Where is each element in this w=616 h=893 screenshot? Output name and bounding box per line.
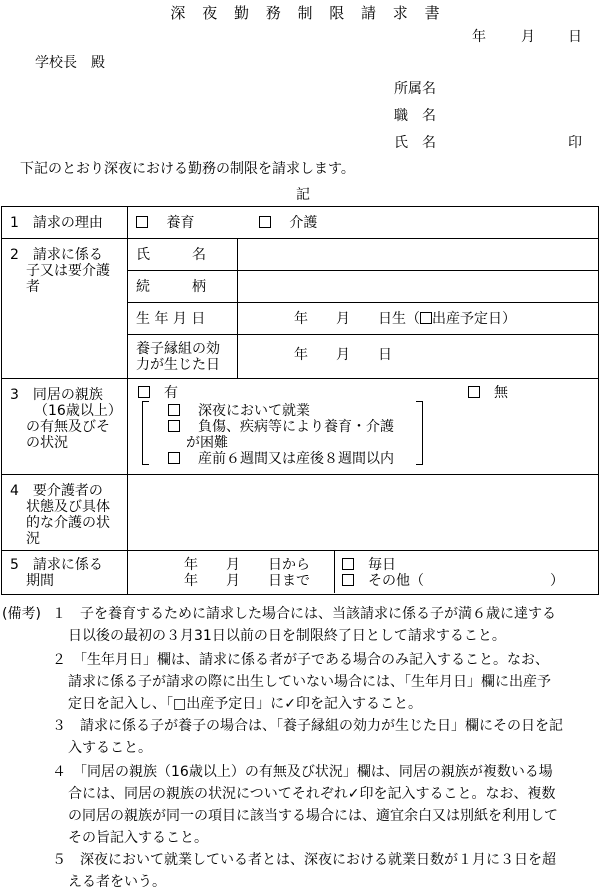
ki-label: 記 bbox=[296, 187, 310, 203]
maternity-label: 産前６週間又は産後８週間以内 bbox=[198, 451, 394, 467]
cohabit-yes-label: 有 bbox=[164, 385, 178, 401]
adopt-label-cell bbox=[128, 335, 238, 379]
note-5b: える者をいう。 bbox=[68, 874, 166, 890]
care-label-1: 4 要介護者の bbox=[10, 483, 103, 499]
position-label: 職 名 bbox=[394, 108, 436, 124]
cohabit-label-3: の有無及びそ bbox=[26, 419, 110, 435]
period-label-2: 期間 bbox=[26, 573, 54, 589]
care-field[interactable] bbox=[128, 475, 599, 551]
relation-label: 続 柄 bbox=[136, 279, 206, 295]
date-year: 年 bbox=[472, 29, 486, 45]
note-3b: 入すること。 bbox=[68, 740, 152, 756]
every-day-label: 毎日 bbox=[368, 557, 396, 573]
period-divider bbox=[334, 551, 335, 593]
note-2b: 請求に係る子が請求の際に出生していない場合には、「生年月日」欄に出産予 bbox=[68, 674, 551, 690]
document-title: 深 夜 勤 務 制 限 請 求 書 bbox=[170, 4, 446, 22]
cohabit-yes-checkbox[interactable] bbox=[138, 386, 150, 398]
reason-childcare-label: 養育 bbox=[166, 215, 195, 231]
every-day-checkbox[interactable] bbox=[342, 558, 354, 570]
note-1a: １ 子を養育するために請求した場合には、当該請求に係る子が満６歳に達する bbox=[52, 606, 556, 622]
illness-label-2: が困難 bbox=[186, 435, 228, 451]
cohabit-no-label: 無 bbox=[494, 385, 508, 401]
period-field-cell bbox=[128, 551, 599, 595]
care-label-4: 況 bbox=[26, 531, 40, 547]
illness-label: 負傷、疾病等により養育・介護 bbox=[198, 419, 394, 435]
note-4a: ４ 「同居の親族（16歳以上）の有無及び状況」欄は、同居の親族が複数いる場 bbox=[52, 764, 553, 780]
note-4c: の同居の親族が同一の項目に該当する場合には、適宜余白又は別紙を利用して bbox=[68, 808, 558, 824]
child-name-field[interactable] bbox=[238, 239, 599, 271]
cohabit-options-cell bbox=[128, 379, 599, 475]
cohabit-no-checkbox[interactable] bbox=[468, 386, 480, 398]
note-4d: その旨記入すること。 bbox=[68, 830, 208, 846]
child-label-3: 者 bbox=[26, 279, 40, 295]
reason-nursing-checkbox[interactable] bbox=[259, 216, 271, 228]
seal-mark: 印 bbox=[568, 135, 582, 151]
note-3a: ３ 請求に係る子が養子の場合は、「養子縁組の効力が生じた日」欄にその日を記 bbox=[52, 718, 563, 734]
addressee: 学校長 殿 bbox=[35, 55, 105, 71]
night-work-label: 深夜において就業 bbox=[198, 403, 310, 419]
reason-childcare-checkbox[interactable] bbox=[136, 216, 148, 228]
date-month: 月 bbox=[521, 29, 535, 45]
request-form-table bbox=[1, 206, 599, 595]
reason-label-cell bbox=[2, 207, 128, 239]
other-label: その他（ ） bbox=[368, 573, 564, 589]
child-name-label: 氏 名 bbox=[136, 247, 206, 263]
other-checkbox[interactable] bbox=[342, 574, 354, 586]
intro-text: 下記のとおり深夜における勤務の制限を請求します。 bbox=[20, 161, 355, 177]
child-label-2: 子又は要介護 bbox=[26, 263, 110, 279]
relation-label-cell bbox=[128, 271, 238, 303]
note-1b: 日以後の最初の３月31日以前の日を制限終了日として請求すること。 bbox=[68, 628, 506, 644]
note-5a: ５ 深夜において就業している者とは、深夜における就業日数が１月に３日を超 bbox=[52, 852, 556, 868]
note-2a: ２ 「生年月日」欄は、請求に係る者が子である場合のみ記入すること。なお、 bbox=[52, 652, 549, 668]
illness-checkbox[interactable] bbox=[168, 420, 180, 432]
notes-prefix: (備考) bbox=[2, 606, 41, 622]
period-to: 年 月 日まで bbox=[184, 573, 310, 589]
adopt-field[interactable] bbox=[238, 335, 599, 379]
care-label-cell bbox=[2, 475, 128, 551]
relation-field[interactable] bbox=[238, 271, 599, 303]
period-from: 年 月 日から bbox=[184, 557, 310, 573]
adopt-label-1: 養子縁組の効 bbox=[136, 341, 220, 357]
maternity-checkbox[interactable] bbox=[168, 452, 180, 464]
period-label-1: 5 請求に係る bbox=[10, 557, 103, 573]
right-bracket bbox=[416, 401, 423, 465]
reason-options-cell bbox=[128, 207, 599, 239]
adopt-label-2: 力が生じた日 bbox=[136, 357, 220, 373]
birth-value-end: 出産予定日） bbox=[432, 311, 516, 327]
night-work-checkbox[interactable] bbox=[168, 404, 180, 416]
child-label-cell bbox=[2, 239, 128, 379]
note-4b: 合には、同居の親族の状況についてそれぞれ✓印を記入すること。なお、複数 bbox=[68, 786, 556, 802]
adopt-value: 年 月 日 bbox=[294, 347, 392, 363]
birth-label: 生 年 月 日 bbox=[136, 311, 206, 327]
reason-nursing-label: 介護 bbox=[289, 215, 318, 231]
birth-value: 年 月 日生（ bbox=[294, 311, 420, 327]
period-label-cell bbox=[2, 551, 128, 595]
child-label-1: 2 請求に係る bbox=[10, 247, 103, 263]
child-name-label-cell bbox=[128, 239, 238, 271]
birth-label-cell bbox=[128, 303, 238, 335]
date-day: 日 bbox=[568, 29, 582, 45]
cohabit-label-4: の状況 bbox=[26, 435, 68, 451]
reason-label: 1 請求の理由 bbox=[10, 215, 103, 231]
name-label: 氏 名 bbox=[394, 135, 436, 151]
left-bracket bbox=[142, 401, 149, 465]
cohabit-label-1: 3 同居の親族 bbox=[10, 387, 103, 403]
cohabit-label-cell bbox=[2, 379, 128, 475]
birth-field[interactable] bbox=[238, 303, 599, 335]
due-date-checkbox[interactable] bbox=[420, 312, 432, 324]
note-2c: 定日を記入し、「□出産予定日」に✓印を記入すること。 bbox=[68, 696, 422, 712]
cohabit-label-2: （16歳以上） bbox=[34, 403, 122, 419]
affiliation-label: 所属名 bbox=[394, 81, 436, 97]
care-label-3: 的な介護の状 bbox=[26, 515, 110, 531]
care-label-2: 状態及び具体 bbox=[26, 499, 110, 515]
